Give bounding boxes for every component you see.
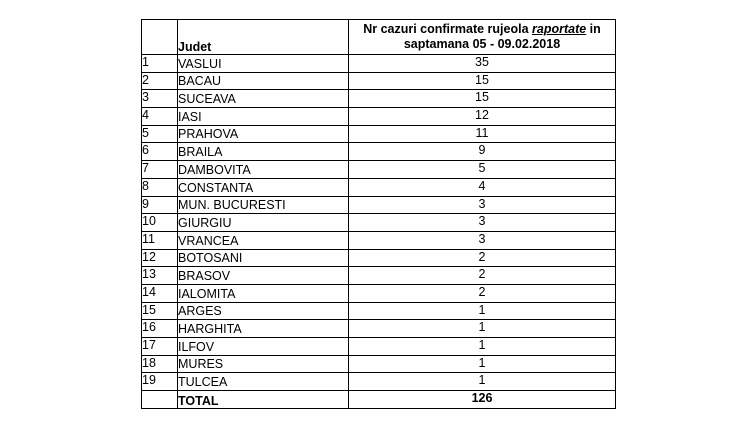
measles-cases-table [141,19,616,409]
row-index: 18 [142,355,178,373]
table-row [142,196,616,214]
table-row [142,125,616,143]
header-count-line2: saptamana 05 - 09.02.2018 [403,37,561,51]
row-judet: BRASOV [178,267,349,285]
row-index: 6 [142,143,178,161]
row-judet: ARGES [178,302,349,320]
header-judet: Judet [178,20,349,55]
table-row [142,267,616,285]
row-index: 8 [142,178,178,196]
total-label: TOTAL [178,391,349,409]
table-row [142,214,616,232]
row-cases: 2 [349,284,616,302]
row-index: 4 [142,108,178,126]
table-row [142,55,616,73]
row-index: 1 [142,55,178,73]
row-judet: VRANCEA [178,231,349,249]
row-judet: PRAHOVA [178,125,349,143]
row-cases: 1 [349,373,616,391]
row-index: 19 [142,373,178,391]
row-cases: 11 [349,125,616,143]
row-index: 16 [142,320,178,338]
row-cases: 3 [349,231,616,249]
row-cases: 3 [349,214,616,232]
row-cases: 12 [349,108,616,126]
row-cases: 2 [349,267,616,285]
row-index: 7 [142,161,178,179]
table-row [142,161,616,179]
table-row [142,320,616,338]
row-judet: DAMBOVITA [178,161,349,179]
row-cases: 1 [349,320,616,338]
table-row [142,355,616,373]
table-row [142,72,616,90]
table-row [142,302,616,320]
table-row [142,373,616,391]
header-count-line1-after: in [586,22,601,36]
header-row [142,20,616,55]
row-index: 3 [142,90,178,108]
header-count [349,20,616,55]
table-row [142,231,616,249]
row-index: 10 [142,214,178,232]
row-judet: MURES [178,355,349,373]
table-row [142,108,616,126]
row-judet: ILFOV [178,338,349,356]
row-index: 2 [142,72,178,90]
total-index [142,391,178,409]
table-row [142,249,616,267]
header-count-line1-before: Nr cazuri confirmate rujeola [363,22,533,36]
row-judet: SUCEAVA [178,90,349,108]
row-index: 13 [142,267,178,285]
row-cases: 15 [349,90,616,108]
row-cases: 1 [349,355,616,373]
row-cases: 1 [349,338,616,356]
row-cases: 5 [349,161,616,179]
table-row [142,338,616,356]
row-cases: 4 [349,178,616,196]
row-index: 15 [142,302,178,320]
row-judet: CONSTANTA [178,178,349,196]
row-judet: MUN. BUCURESTI [178,196,349,214]
row-judet: BOTOSANI [178,249,349,267]
row-index: 12 [142,249,178,267]
row-cases: 15 [349,72,616,90]
table-row [142,178,616,196]
total-row [142,391,616,409]
row-judet: HARGHITA [178,320,349,338]
row-judet: IASI [178,108,349,126]
row-index: 5 [142,125,178,143]
table-row [142,90,616,108]
total-value: 126 [349,391,616,409]
header-index [142,20,178,55]
row-judet: VASLUI [178,55,349,73]
row-judet: BRAILA [178,143,349,161]
row-index: 11 [142,231,178,249]
row-cases: 35 [349,55,616,73]
row-judet: GIURGIU [178,214,349,232]
table-row [142,284,616,302]
row-cases: 1 [349,302,616,320]
row-index: 17 [142,338,178,356]
row-index: 9 [142,196,178,214]
row-judet: IALOMITA [178,284,349,302]
row-judet: BACAU [178,72,349,90]
row-index: 14 [142,284,178,302]
row-cases: 9 [349,143,616,161]
table-row [142,143,616,161]
row-cases: 3 [349,196,616,214]
header-count-line1-emph: raportate [532,22,587,36]
row-cases: 2 [349,249,616,267]
row-judet: TULCEA [178,373,349,391]
